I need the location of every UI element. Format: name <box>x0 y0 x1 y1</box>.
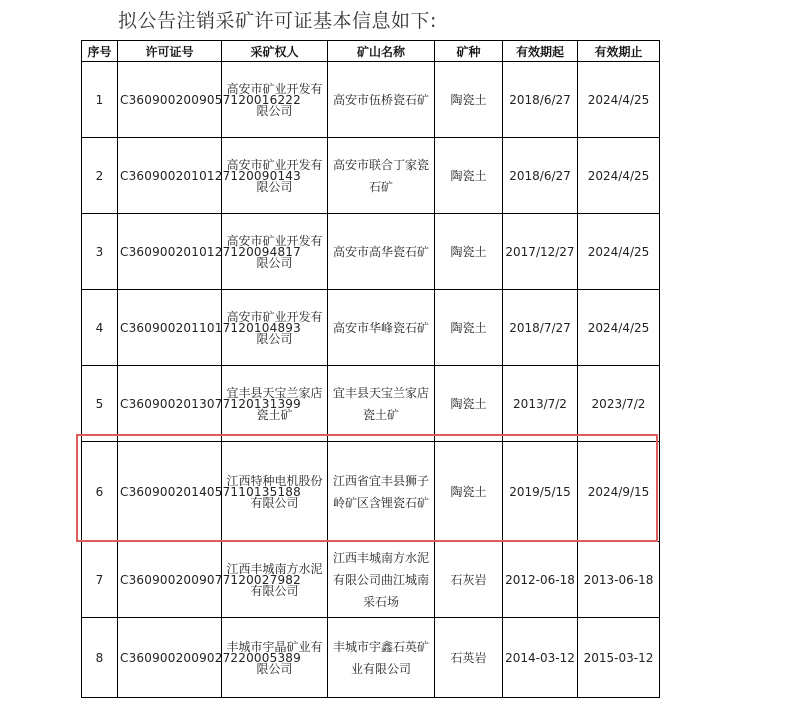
header-end: 有效期止 <box>578 41 660 62</box>
cell-mineral: 陶瓷土 <box>435 214 503 290</box>
header-start: 有效期起 <box>503 41 578 62</box>
cell-owner: 高安市矿业开发有限公司 <box>222 214 328 290</box>
table-row <box>82 542 660 618</box>
cell-mineral: 陶瓷土 <box>435 290 503 366</box>
cell-start: 2017/12/27 <box>503 214 578 290</box>
cell-end: 2024/4/25 <box>578 290 660 366</box>
table-row <box>82 214 660 290</box>
cell-license: C3609002013077120131399 <box>118 366 222 442</box>
cell-mine: 高安市华峰瓷石矿 <box>328 290 435 366</box>
cell-mine: 江西省宜丰县狮子岭矿区含锂瓷石矿 <box>328 442 435 542</box>
cell-start: 2018/6/27 <box>503 62 578 138</box>
cell-owner: 宜丰县天宝兰家店瓷土矿 <box>222 366 328 442</box>
table-row <box>82 366 660 442</box>
header-license: 许可证号 <box>118 41 222 62</box>
table-row <box>82 138 660 214</box>
cell-mineral: 陶瓷土 <box>435 62 503 138</box>
cell-owner: 高安市矿业开发有限公司 <box>222 138 328 214</box>
cell-no: 6 <box>82 442 118 542</box>
header-mineral: 矿种 <box>435 41 503 62</box>
cell-license: C3609002009077120027982 <box>118 542 222 618</box>
cell-license: C3609002009027220005389 <box>118 618 222 698</box>
cell-end: 2024/9/15 <box>578 442 660 542</box>
cell-owner: 高安市矿业开发有限公司 <box>222 62 328 138</box>
cell-start: 2019/5/15 <box>503 442 578 542</box>
header-owner: 采矿权人 <box>222 41 328 62</box>
cell-license: C3609002010127120090143 <box>118 138 222 214</box>
cell-no: 5 <box>82 366 118 442</box>
page-heading: 拟公告注销采矿许可证基本信息如下: <box>118 10 437 32</box>
cell-no: 8 <box>82 618 118 698</box>
cell-owner: 高安市矿业开发有限公司 <box>222 290 328 366</box>
cell-mine: 丰城市宇鑫石英矿业有限公司 <box>328 618 435 698</box>
cell-mineral: 陶瓷土 <box>435 138 503 214</box>
cell-mine: 高安市高华瓷石矿 <box>328 214 435 290</box>
header-mine: 矿山名称 <box>328 41 435 62</box>
cell-end: 2024/4/25 <box>578 138 660 214</box>
cell-license: C3609002014057110135188 <box>118 442 222 542</box>
cell-start: 2013/7/2 <box>503 366 578 442</box>
cell-owner: 丰城市宇晶矿业有限公司 <box>222 618 328 698</box>
cell-mineral: 石灰岩 <box>435 542 503 618</box>
table-row <box>82 618 660 698</box>
cell-end: 2024/4/25 <box>578 62 660 138</box>
table-row <box>82 62 660 138</box>
cell-end: 2015-03-12 <box>578 618 660 698</box>
table-row-highlighted <box>82 442 660 542</box>
cell-end: 2013-06-18 <box>578 542 660 618</box>
cell-owner: 江西丰城南方水泥有限公司 <box>222 542 328 618</box>
cell-mineral: 石英岩 <box>435 618 503 698</box>
cell-owner: 江西特种电机股份有限公司 <box>222 442 328 542</box>
cell-license: C3609002011017120104893 <box>118 290 222 366</box>
cell-license: C3609002009057120016222 <box>118 62 222 138</box>
cell-end: 2024/4/25 <box>578 214 660 290</box>
cell-mineral: 陶瓷土 <box>435 442 503 542</box>
cell-mine: 高安市伍桥瓷石矿 <box>328 62 435 138</box>
cell-mine: 江西丰城南方水泥有限公司曲江城南采石场 <box>328 542 435 618</box>
table-row <box>82 290 660 366</box>
cell-mineral: 陶瓷土 <box>435 366 503 442</box>
header-row <box>82 41 660 62</box>
cell-no: 7 <box>82 542 118 618</box>
cell-no: 4 <box>82 290 118 366</box>
cell-start: 2014-03-12 <box>503 618 578 698</box>
license-table <box>81 40 660 698</box>
cell-license: C3609002010127120094817 <box>118 214 222 290</box>
cell-start: 2018/6/27 <box>503 138 578 214</box>
cell-start: 2012-06-18 <box>503 542 578 618</box>
header-no: 序号 <box>82 41 118 62</box>
cell-start: 2018/7/27 <box>503 290 578 366</box>
cell-no: 1 <box>82 62 118 138</box>
cell-mine: 宜丰县天宝兰家店瓷土矿 <box>328 366 435 442</box>
cell-no: 2 <box>82 138 118 214</box>
cell-mine: 高安市联合丁家瓷石矿 <box>328 138 435 214</box>
cell-end: 2023/7/2 <box>578 366 660 442</box>
cell-no: 3 <box>82 214 118 290</box>
